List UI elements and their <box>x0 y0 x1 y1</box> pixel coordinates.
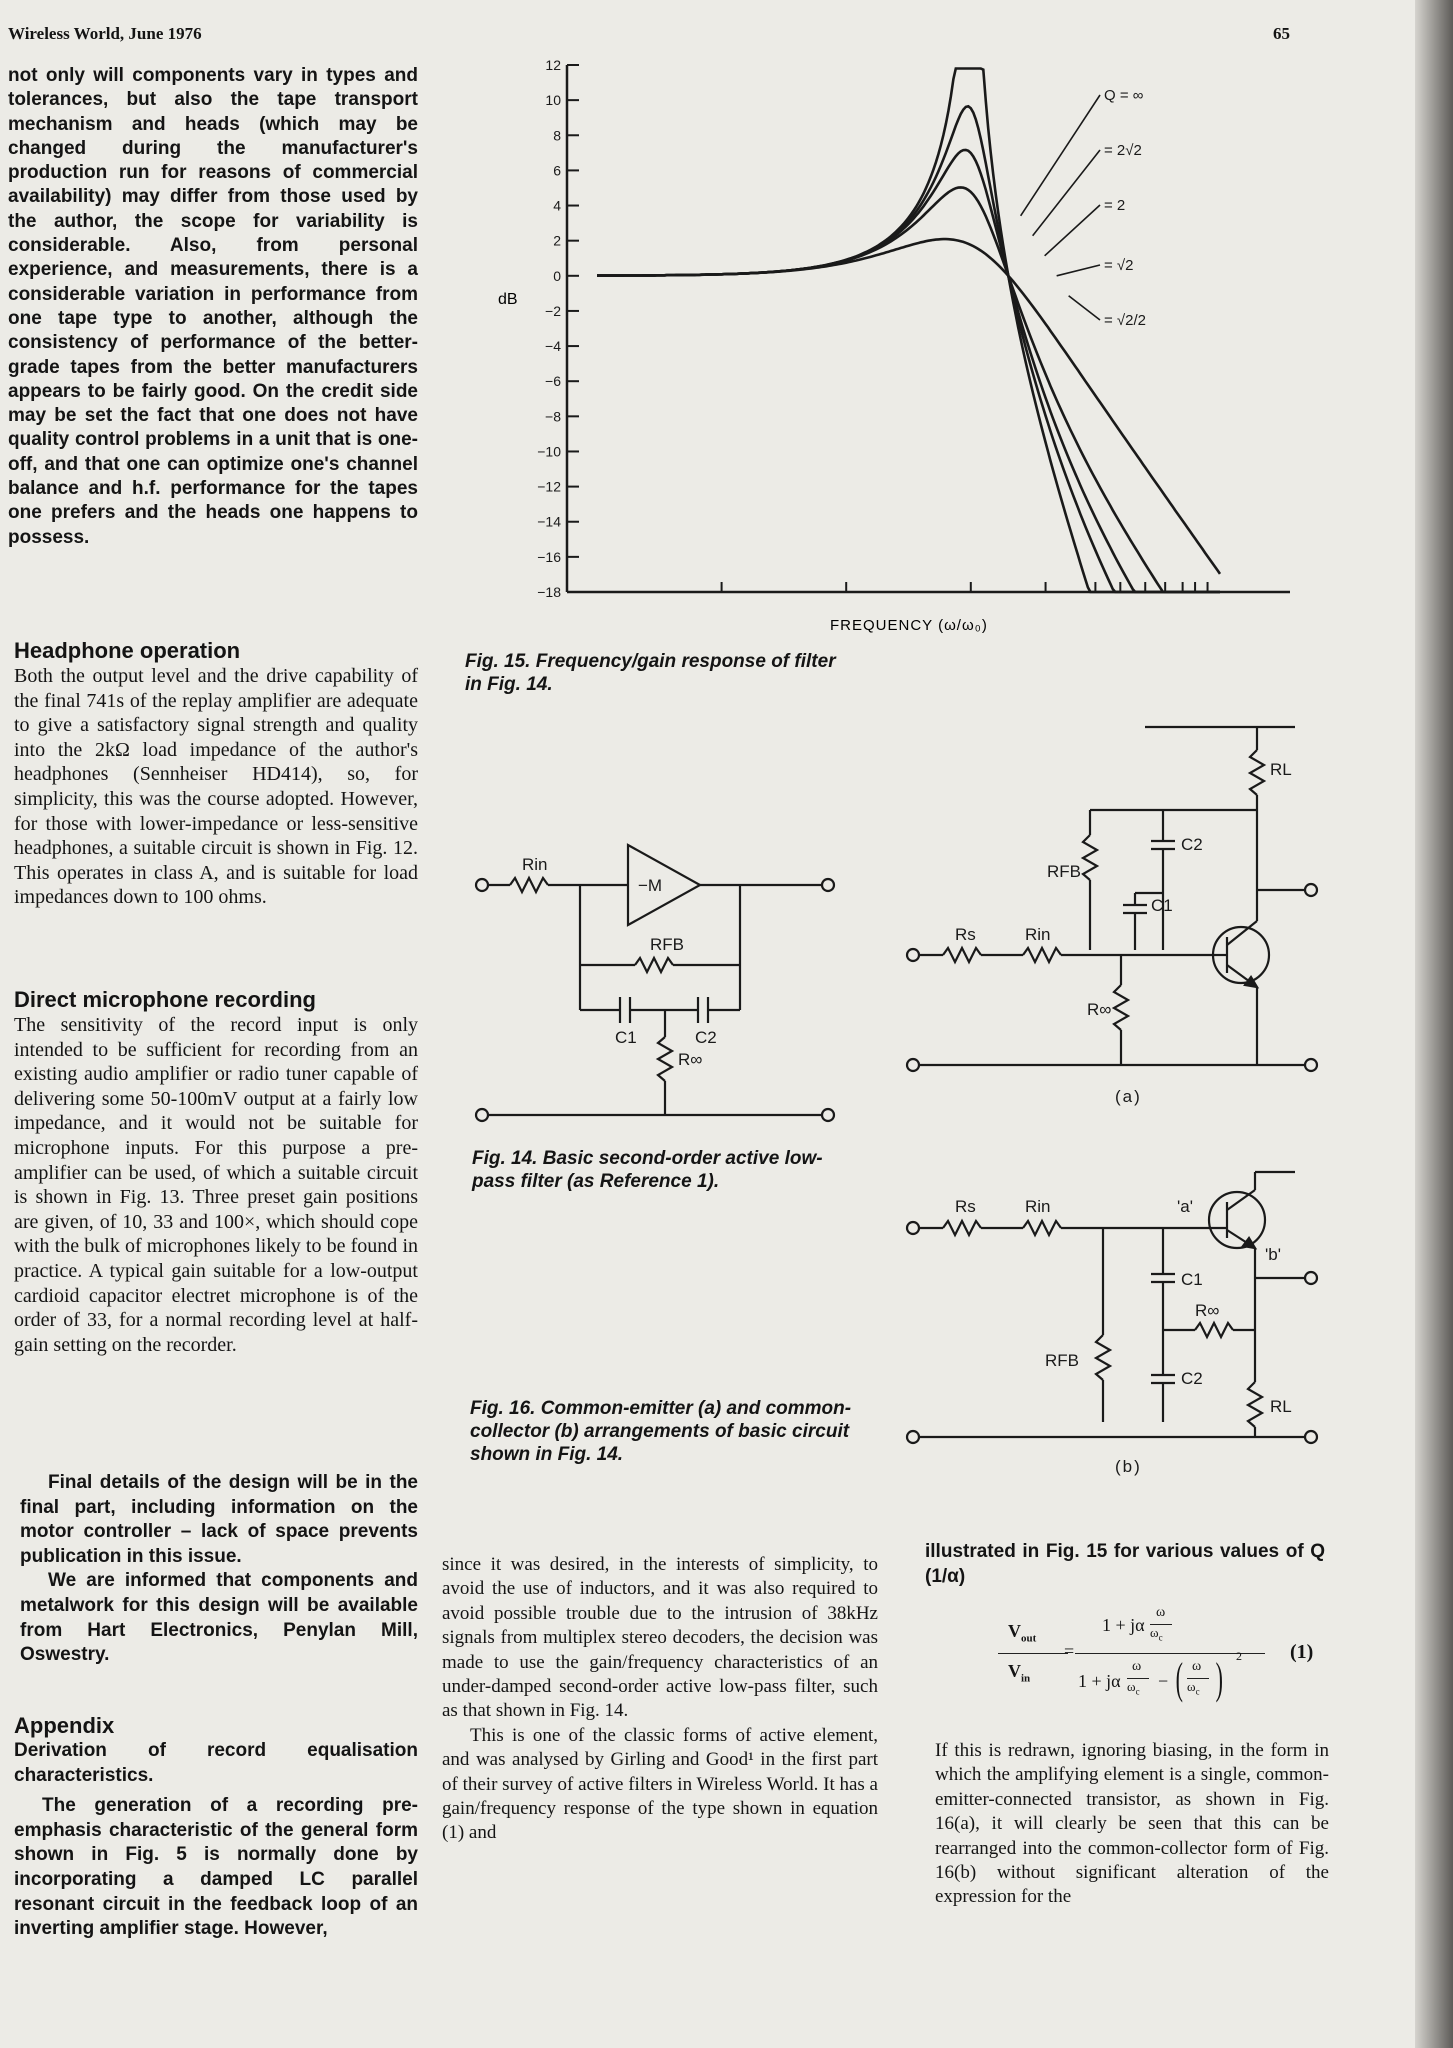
fig16a-input-terminal <box>907 949 919 961</box>
fig16b-label-c2: C2 <box>1181 1369 1203 1388</box>
eq-exponent: 2 <box>1236 1649 1242 1663</box>
eq-right-paren: ) <box>1215 1654 1223 1703</box>
eq-omega-top: ω <box>1156 1605 1166 1620</box>
fig16b-label-rl: RL <box>1270 1397 1292 1416</box>
eq-vin: $V_{in}$ <box>1008 1661 1031 1685</box>
chart-y-tick-label: −18 <box>537 584 561 600</box>
chart-series-3 <box>597 187 1220 592</box>
chart-y-tick-label: 0 <box>553 267 561 284</box>
fig14-rinf-resistor <box>658 1037 672 1081</box>
fig16a-output-terminal <box>1305 884 1317 896</box>
fig16a-label-c1: C1 <box>1151 896 1173 915</box>
fig14-label-amp: −M <box>638 876 663 895</box>
heading-microphone: Direct microphone recording <box>14 987 316 1012</box>
chart-y-tick-label: 8 <box>553 127 561 144</box>
chart-y-tick-label: −16 <box>537 548 561 565</box>
chart-leader-line <box>1021 95 1100 216</box>
right-paragraph-2: If this is redrawn, ignoring biasing, in the form in which the amplifying element is a single, common-emitter-connected transistor, as shown in Fig. 16(a), it will clearly be seen that this can be rearranged into the common-collector form of Fig. 16(b) without significant alteration of the expression for the <box>935 1740 1329 1908</box>
eq-rhs-numerator: 1 + jα <box>1102 1615 1145 1635</box>
fig16b-label-tag: (b) <box>1115 1457 1142 1476</box>
eq-vout: $V_{out}$ <box>1008 1621 1037 1645</box>
subheading-derivation: Derivation of record equalisation characteristics. <box>14 1740 418 1786</box>
fig16b-label-c1: C1 <box>1181 1270 1203 1289</box>
fig14-ground-right <box>822 1109 834 1121</box>
fig16a-rl-resistor <box>1250 750 1264 795</box>
chart-legend-labels <box>1021 87 1146 329</box>
right-column-main <box>935 1739 1329 1910</box>
headphone-paragraph: Both the output level and the drive capability of the final 741s of the replay amplifier are adequate to give a satisfactory signal strength and quality into the 2kΩ load impedance of the author's headphones (Sennheiser HD414), so, for simplicity, this was the course adopted. However, for those with lower-impedance or less-sensitive headphones, a suitable circuit is shown in Fig. 12. This operates in class A, and is suitable for load impedances down to 100 ohms. <box>14 665 418 909</box>
fig16b-ground-left <box>907 1431 919 1443</box>
eq-omega-mid: ω <box>1132 1659 1142 1674</box>
chart-y-tick-label: 10 <box>545 92 561 109</box>
fig14-ground-left <box>476 1109 488 1121</box>
appendix-section <box>14 1713 418 1942</box>
microphone-paragraph: The sensitivity of the record input is only intended to be sufficient for recording from an existing audio amplifier or radio tuner capable of delivering some 50-100mV output at a fairly low impedance, and it would not be suitable for microphone inputs. For this purpose a pre-amplifier can be used, of which a suitable circuit is shown in Fig. 13. Three preset gain positions are given, of 10, 33 and 100×, which should cope with the bulk of microphones likely to be found in practice. A typical gain suitable for a low-output cardioid capacitor electret microphone is of the order of 33, for a normal recording level at half-gain setting on the recorder. <box>14 1014 418 1356</box>
fig16-caption: Fig. 16. Common-emitter (a) and common-collector (b) arrangements of basic circuit shown in Fig. 14. <box>470 1398 852 1465</box>
chart-y-ticks <box>537 57 579 600</box>
appendix-paragraph: The generation of a recording pre-emphasis characteristic of the general form shown in Fig. 5 is normally done by incorporating a damped LC parallel resonant circuit in the feedback loop of an inverting amplifier stage. However, <box>14 1795 418 1940</box>
eq-lhs-bar <box>998 1653 1068 1654</box>
chart-legend-label: Q = ∞ <box>1104 87 1144 104</box>
chart-series-4 <box>597 239 1220 574</box>
headphone-section <box>14 638 418 910</box>
fig14-input-terminal <box>476 879 488 891</box>
fig16b-label-rin: Rin <box>1025 1197 1051 1216</box>
fig14-circuit <box>470 825 870 1145</box>
middle-paragraph-1: since it was desired, in the interests of simplicity, to avoid the use of inductors, and it was also required to avoid possible trouble due to the intrusion of 38kHz signals from multiplex stereo decoders, the decision was made to use the gain/frequency characteristics of an under-damped second-order active low-pass filter, such as that shown in Fig. 14. <box>442 1554 878 1722</box>
fig16a-label-rinf: R∞ <box>1087 1000 1112 1019</box>
fig16b-label-rinf: R∞ <box>1195 1301 1220 1320</box>
page-number: 65 <box>1273 24 1290 43</box>
fig16a-label-rs: Rs <box>955 925 976 944</box>
fig16a-label-tag: (a) <box>1115 1087 1142 1106</box>
fig14-label-rinf: R∞ <box>678 1050 703 1069</box>
eq-omega-c-3: $\omega_c$ <box>1187 1679 1200 1697</box>
equation-1 <box>960 1605 1340 1735</box>
fig14-caption: Fig. 14. Basic second-order active low-pass filter (as Reference 1). <box>472 1148 823 1192</box>
chart-y-tick-label: −12 <box>537 478 561 495</box>
fig16b-input-terminal <box>907 1222 919 1234</box>
fig16a-label-rin: Rin <box>1025 925 1051 944</box>
chart-y-tick-label: −10 <box>537 443 561 460</box>
fig14-rin-resistor <box>510 878 548 892</box>
heading-appendix: Appendix <box>14 1713 115 1738</box>
chart-leader-line <box>1045 205 1100 256</box>
chart-y-tick-label: 2 <box>553 232 561 249</box>
fig16a-label-rfb: RFB <box>1047 862 1081 881</box>
fig16b-output-terminal <box>1305 1272 1317 1284</box>
fig15-chart <box>490 55 1330 635</box>
intro-paragraph: not only will components vary in types and tolerances, but also the tape transport mechanism and heads (which may be changed during the manufacturer's production run for reasons of commercial availability) may differ from those used by the author, the scope for variability is considerable. Also, from personal experience, and measurements, there is a considerable variation in performance from one tape type to another, although the consistency of performance of the better-grade tapes from the better manufacturers appears to be fairly good. On the credit side may be set the fact that one does not have quality control problems in a unit that is one-off, and that one can optimize one's channel balance and h.f. performance for the tapes one prefers and the heads one happens to possess. <box>8 65 418 548</box>
fig15-caption: Fig. 15. Frequency/gain response of filter in Fig. 14. <box>465 651 836 695</box>
chart-y-tick-label: −4 <box>545 338 561 355</box>
chart-ylabel: dB <box>498 291 518 308</box>
fig16b-rinf-resistor <box>1195 1323 1233 1337</box>
fig14-output-terminal <box>822 879 834 891</box>
eq-equals: = <box>1064 1641 1075 1661</box>
fig16b-label-b: 'b' <box>1265 1245 1281 1264</box>
chart-legend-label: = 2√2 <box>1104 142 1142 159</box>
fig16b-label-rfb: RFB <box>1045 1351 1079 1370</box>
left-column <box>8 64 418 550</box>
chart-xlabel: FREQUENCY (ω/ω₀) <box>830 617 988 634</box>
microphone-section <box>14 987 418 1357</box>
fig14-label-rin: Rin <box>522 855 548 874</box>
fig16b-label-a: 'a' <box>1177 1197 1193 1216</box>
page-edge-shadow <box>1415 0 1453 2048</box>
chart-y-tick-label: −14 <box>537 513 561 530</box>
fig16a-ground-right <box>1305 1059 1317 1071</box>
fig16a-ground-left <box>907 1059 919 1071</box>
chart-leader-line <box>1057 265 1100 276</box>
chart-legend-label: = √2/2 <box>1104 312 1147 329</box>
fig16b-label-rs: Rs <box>955 1197 976 1216</box>
eq-omega-bottom: ω <box>1192 1659 1202 1674</box>
fig14-rfb-resistor <box>635 958 673 972</box>
fig16b-rin-resistor <box>1023 1221 1061 1235</box>
final-details <box>20 1471 418 1668</box>
fig16a-rs-resistor <box>943 948 981 962</box>
fig16a-rfb-resistor <box>1083 835 1097 880</box>
chart-leader-line <box>1069 296 1100 320</box>
fig16a-rin-resistor <box>1023 948 1061 962</box>
eq-omega-c-2: $\omega_c$ <box>1127 1679 1140 1697</box>
middle-paragraph-2: This is one of the classic forms of active element, and was analysed by Girling and Good¹ in the first part of their survey of active filters in Wireless World. It has a gain/frequency response of the type shown in equation (1) and <box>442 1724 878 1844</box>
fig16a-label-rl: RL <box>1270 760 1292 779</box>
chart-series-1 <box>597 106 1220 592</box>
right-column-intro <box>925 1540 1325 1589</box>
eq-rhs-denominator: 1 + jα <box>1078 1671 1121 1691</box>
fig16a-label-c2: C2 <box>1181 835 1203 854</box>
eq-number: (1) <box>1290 1641 1314 1663</box>
fig14-label-c1: C1 <box>615 1028 637 1047</box>
fig16a-circuit <box>905 715 1345 1115</box>
fig14-label-c2: C2 <box>695 1028 717 1047</box>
right-paragraph-1: illustrated in Fig. 15 for various values of Q (1/α) <box>925 1541 1325 1587</box>
chart-leader-line <box>1033 150 1100 236</box>
fig16b-circuit <box>905 1160 1345 1490</box>
fig16b-rs-resistor <box>943 1221 981 1235</box>
fig14-label-rfb: RFB <box>650 935 684 954</box>
running-header: Wireless World, June 1976 <box>8 24 202 43</box>
eq-omega-c-1: $\omega_c$ <box>1150 1625 1163 1643</box>
middle-column <box>442 1553 878 1846</box>
chart-y-tick-label: 12 <box>545 57 561 73</box>
fig16b-rl-resistor <box>1248 1382 1262 1427</box>
final-paragraph-1: Final details of the design will be in the final part, including information on the motor controller – lack of space prevents publication in this issue. <box>20 1472 418 1567</box>
heading-headphone: Headphone operation <box>14 638 241 663</box>
final-paragraph-2: We are informed that components and metalwork for this design will be available from Hart Electronics, Penylan Mill, Oswestry. <box>20 1570 418 1666</box>
eq-minus: − <box>1158 1671 1169 1691</box>
fig16b-rfb-resistor <box>1096 1335 1110 1380</box>
fig16a-rinf-resistor <box>1114 985 1128 1030</box>
chart-y-tick-label: −8 <box>545 408 561 425</box>
chart-y-tick-label: −2 <box>545 302 561 319</box>
eq-left-paren: ( <box>1175 1654 1183 1703</box>
chart-y-tick-label: 4 <box>553 197 561 214</box>
fig16b-ground-right <box>1305 1431 1317 1443</box>
chart-y-tick-label: −6 <box>545 373 561 390</box>
chart-y-tick-label: 6 <box>553 162 561 179</box>
chart-legend-label: = 2 <box>1104 197 1126 214</box>
fig16b-transistor <box>1209 1192 1265 1248</box>
chart-legend-label: = √2 <box>1104 257 1134 274</box>
